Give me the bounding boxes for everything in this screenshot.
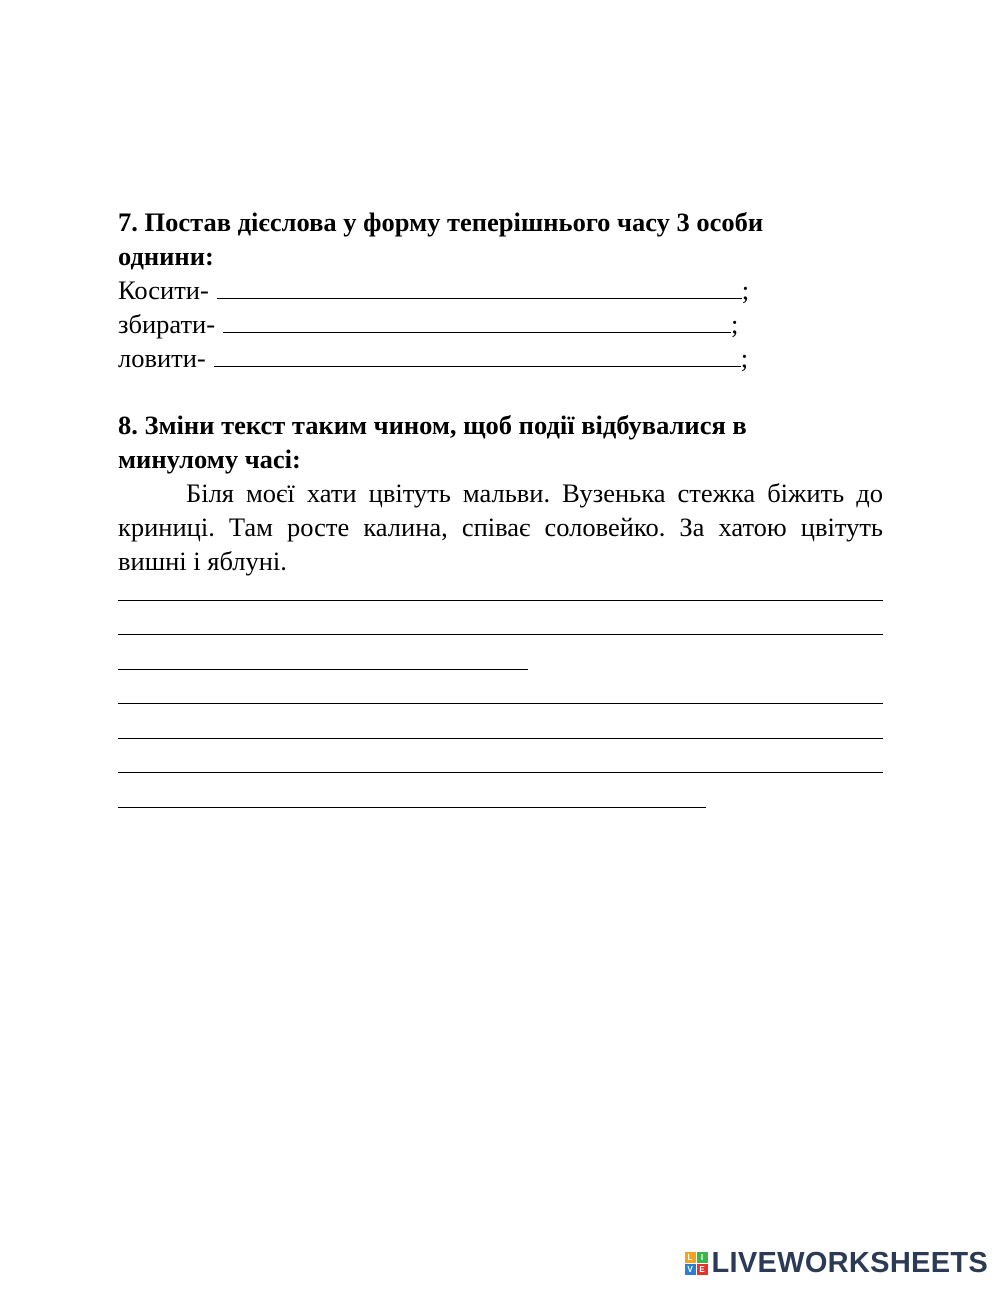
verb-label: Косити- (118, 275, 209, 305)
task-7 (118, 205, 888, 375)
verb-label: ловити- (118, 343, 206, 373)
answer-line[interactable] (118, 779, 883, 814)
logo-mark-i: I (697, 1252, 708, 1263)
verb-label: збирати- (118, 309, 216, 339)
source-text-paragraph: Біля моєї хати цвітуть мальви. Вузенька стежка біжить до криниці. Там росте калина, співає соловейко. За хатою цвітуть вишні і яблуні. (118, 478, 883, 576)
task-8-heading (118, 408, 888, 476)
answer-blank[interactable] (223, 312, 731, 333)
liveworksheets-logo-icon (685, 1252, 708, 1275)
answer-line[interactable] (118, 607, 883, 642)
row-end: ; (740, 343, 749, 373)
task-8-heading-line-1: 8. Зміни текст таким чином, щоб події відбувалися в (118, 410, 747, 440)
row-end: ; (741, 275, 750, 305)
answer-line[interactable] (118, 676, 883, 711)
answer-line[interactable] (118, 641, 883, 676)
task-7-heading-line-1: 7. Постав дієслова у форму теперішнього часу 3 особи (118, 207, 764, 237)
answer-line[interactable] (118, 710, 883, 745)
answer-lines (118, 572, 883, 814)
row-end: ; (731, 309, 739, 339)
answer-line[interactable] (118, 745, 883, 780)
logo-mark-v: V (685, 1264, 696, 1275)
task-8-heading-line-2: минулому часі: (118, 444, 301, 474)
verb-row-kosyty (118, 273, 888, 307)
answer-blank[interactable] (214, 346, 741, 367)
task-7-heading-line-2: однини: (118, 241, 214, 271)
verb-row-zbyraty (118, 307, 888, 341)
verb-row-lovyty (118, 341, 888, 375)
answer-line[interactable] (118, 572, 883, 607)
liveworksheets-logo[interactable] (685, 1247, 989, 1280)
answer-blank[interactable] (217, 278, 742, 299)
task-8 (118, 408, 888, 578)
logo-mark-e: E (697, 1264, 708, 1275)
logo-mark-l: L (685, 1252, 696, 1263)
task-7-heading (118, 205, 888, 273)
logo-text: LIVEWORKSHEETS (711, 1247, 988, 1279)
